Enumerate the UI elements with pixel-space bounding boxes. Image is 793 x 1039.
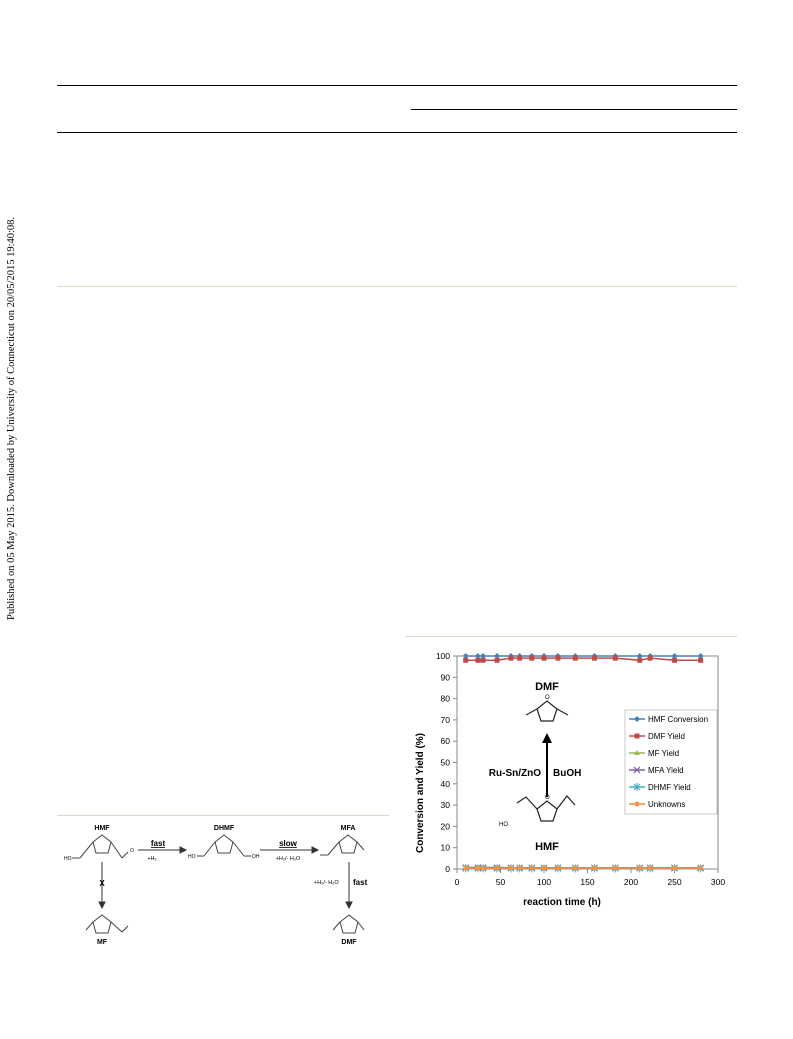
label-hmf: HMF — [94, 825, 110, 832]
data-point — [555, 866, 560, 871]
legend-label: DMF Yield — [648, 732, 685, 741]
label-ho-dhmf: HO — [188, 854, 196, 860]
data-point — [592, 866, 597, 871]
inset-o-label: O — [545, 695, 550, 701]
inset-dmf-ring — [537, 701, 557, 721]
data-point — [529, 866, 534, 871]
legend-box — [625, 710, 717, 814]
data-point — [481, 658, 486, 663]
label-oh-dhmf: OH — [252, 854, 260, 860]
data-point — [463, 866, 468, 871]
data-point — [698, 658, 703, 663]
data-point — [517, 866, 522, 871]
x-axis-label: reaction time (h) — [523, 897, 601, 908]
legend-label: MF Yield — [648, 749, 680, 758]
label-dhmf: DHMF — [213, 825, 235, 832]
legend-label: HMF Conversion — [648, 715, 709, 724]
x-tick-label: 200 — [623, 877, 639, 887]
download-note: Published on 05 May 2015. Downloaded by University of Connecticut on 20/05/2015 19:40:08. — [6, 216, 17, 620]
label-mfa: MFA — [340, 825, 356, 832]
data-point — [648, 866, 653, 871]
data-point — [592, 656, 597, 661]
data-point — [495, 866, 500, 871]
data-point — [648, 656, 653, 661]
x-tick-label: 50 — [495, 877, 506, 887]
reaction-scheme — [60, 822, 368, 947]
x-tick-label: 250 — [667, 877, 682, 887]
y-tick-label: 40 — [440, 778, 450, 789]
label-dmf: DMF — [341, 939, 357, 946]
data-point — [573, 656, 578, 661]
data-point — [542, 866, 547, 871]
inset-ho-label: HO — [499, 822, 508, 828]
y-tick-label: 100 — [435, 651, 450, 661]
figure-divider-left — [57, 815, 389, 816]
data-point — [555, 656, 560, 661]
section-divider — [57, 286, 737, 287]
data-point — [481, 866, 486, 871]
inset-o-label: O — [545, 795, 550, 801]
data-point — [637, 658, 642, 663]
label-ho-hmf: HO — [64, 856, 72, 862]
y-axis-label: Conversion and Yield (%) — [415, 732, 426, 854]
arrow-fast-2: fast — [353, 878, 368, 887]
data-point — [529, 656, 534, 661]
top-rule — [57, 85, 737, 86]
arrow-fast-1: fast — [150, 839, 166, 848]
label-o-hmf: O — [130, 848, 134, 854]
legend-label: MFA Yield — [648, 766, 684, 775]
legend-marker — [635, 802, 640, 807]
y-tick-label: 10 — [440, 842, 450, 853]
y-tick-label: 0 — [445, 864, 450, 874]
inset-dmf-bonds — [526, 709, 568, 715]
arrow-blocked: X — [99, 879, 105, 888]
inset-dmf-label: DMF — [535, 681, 559, 693]
inset-solvent-label: BuOH — [553, 768, 582, 779]
figure-divider-right — [405, 636, 737, 637]
data-point — [573, 866, 578, 871]
y-tick-label: 90 — [440, 672, 450, 683]
arrow-slow: slow — [279, 839, 297, 848]
data-point — [542, 656, 547, 661]
data-point — [508, 866, 513, 871]
y-tick-label: 80 — [440, 693, 450, 704]
data-point — [517, 656, 522, 661]
label-mf: MF — [96, 939, 108, 946]
arrow-h2: +H₂ — [147, 856, 157, 862]
inset-hmf-label: HMF — [535, 841, 559, 853]
legend-marker — [635, 734, 640, 739]
table-subrule — [411, 109, 737, 110]
data-point — [475, 658, 480, 663]
inset-hmf-ring — [537, 801, 557, 821]
inset-arrow-head — [542, 733, 552, 743]
data-point — [495, 658, 500, 663]
x-tick-label: 0 — [454, 877, 460, 887]
y-tick-label: 70 — [440, 714, 450, 725]
data-point — [672, 866, 677, 871]
table-rule — [57, 132, 737, 133]
stability-chart — [405, 645, 740, 915]
y-tick-label: 20 — [440, 821, 450, 832]
arrow-h2-h2o: +H₂/- H₂O — [275, 856, 301, 862]
y-tick-label: 50 — [440, 757, 450, 768]
x-tick-label: 150 — [580, 877, 595, 887]
arrow-h2-h2o-2: +H₂/- H₂O — [314, 880, 339, 886]
data-point — [637, 866, 642, 871]
data-point — [613, 866, 618, 871]
series-line — [466, 658, 701, 660]
legend-label: Unknowns — [648, 800, 686, 809]
inset-catalyst-label: Ru-Sn/ZnO — [488, 768, 541, 779]
y-tick-label: 60 — [440, 736, 450, 747]
data-point — [698, 866, 703, 871]
data-point — [613, 656, 618, 661]
data-point — [475, 866, 480, 871]
y-tick-label: 30 — [440, 800, 450, 811]
data-point — [463, 658, 468, 663]
legend-label: DHMF Yield — [648, 783, 691, 792]
x-tick-label: 300 — [710, 877, 726, 887]
data-point — [508, 656, 513, 661]
x-tick-label: 100 — [536, 877, 552, 887]
data-point — [672, 658, 677, 663]
